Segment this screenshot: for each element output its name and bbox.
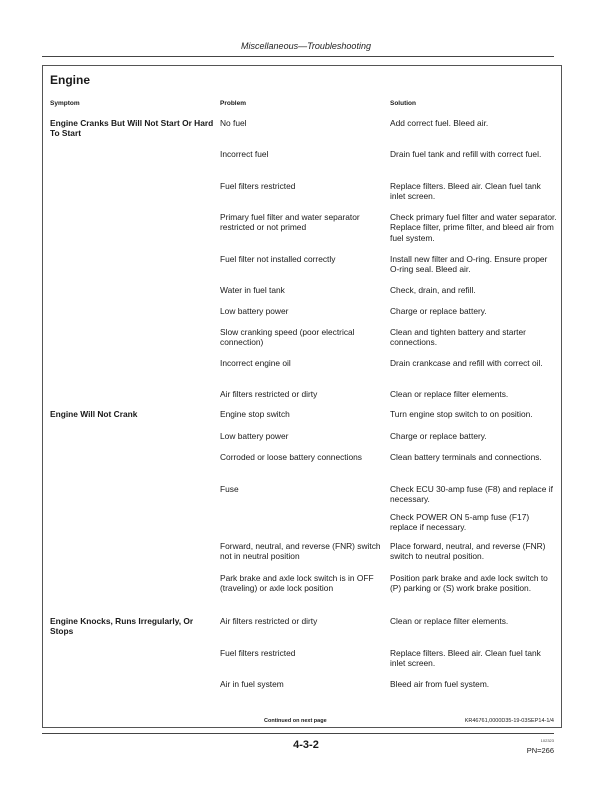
solution-cell	[390, 484, 558, 540]
part-number: PN=266	[526, 746, 554, 755]
footer-code: 102323	[540, 738, 554, 743]
troubleshooting-panel	[42, 65, 562, 728]
solution-text: Add correct fuel. Bleed air.	[390, 118, 489, 128]
solution-cell	[390, 409, 558, 426]
document-reference: KR46761,0000D35-19-03SEP14-1/4	[464, 718, 554, 724]
problem-cell: No fuel	[220, 118, 247, 128]
solution-cell	[390, 149, 558, 166]
problem-cell: Forward, neutral, and reverse (FNR) switch not in neutral position	[220, 541, 381, 562]
solution-text: Charge or replace battery.	[390, 431, 487, 441]
problem-cell: Air in fuel system	[220, 679, 284, 689]
problem-cell: Incorrect fuel	[220, 149, 269, 159]
problem-cell: Air filters restricted or dirty	[220, 389, 318, 399]
column-header-symptom: Symptom	[50, 100, 80, 107]
problem-cell: Primary fuel filter and water separator restricted or not primed	[220, 212, 360, 233]
solution-text: Check POWER ON 5-amp fuse (F17) replace if necessary.	[390, 511, 530, 533]
symptom-cell: Engine Will Not Crank	[50, 409, 138, 419]
page-number: 4-3-2	[293, 739, 319, 751]
problem-cell: Fuel filter not installed correctly	[220, 254, 336, 264]
solution-text: Clean and tighten battery and starter connections.	[390, 327, 526, 348]
solution-cell	[390, 648, 558, 676]
solution-text: Check primary fuel filter and water separator. Replace filter, prime filter, and bleed air from fuel system.	[390, 212, 557, 243]
solution-text: Drain crankcase and refill with correct oil.	[390, 358, 543, 368]
continued-note: Continued on next page	[264, 718, 327, 724]
solution-text: Place forward, neutral, and reverse (FNR) switch to neutral position.	[390, 541, 546, 562]
solution-text: Drain fuel tank and refill with correct fuel.	[390, 149, 542, 159]
solution-cell	[390, 452, 558, 469]
header-rule	[42, 56, 554, 57]
solution-text: Clean battery terminals and connections.	[390, 452, 542, 462]
solution-text: Position park brake and axle lock switch to (P) parking or (S) work brake position.	[390, 573, 548, 594]
solution-text: Check ECU 30-amp fuse (F8) and replace if necessary.	[390, 484, 553, 505]
solution-text: Clean or replace filter elements.	[390, 389, 509, 399]
problem-cell: Incorrect engine oil	[220, 358, 291, 368]
solution-cell	[390, 285, 558, 302]
solution-cell	[390, 181, 558, 209]
solution-text: Clean or replace filter elements.	[390, 616, 509, 626]
solution-text: Replace filters. Bleed air. Clean fuel tank inlet screen.	[390, 181, 541, 202]
solution-text: Turn engine stop switch to on position.	[390, 409, 533, 419]
solution-cell	[390, 254, 558, 282]
solution-text: Install new filter and O-ring. Ensure proper O-ring seal. Bleed air.	[390, 254, 548, 275]
symptom-cell: Engine Cranks But Will Not Start Or Hard To Start	[50, 118, 214, 139]
solution-cell	[390, 389, 558, 406]
symptom-cell: Engine Knocks, Runs Irregularly, Or Stops	[50, 616, 194, 637]
problem-cell: Park brake and axle lock switch is in OFF (traveling) or axle lock position	[220, 573, 374, 594]
solution-cell	[390, 431, 558, 448]
solution-text: Charge or replace battery.	[390, 306, 487, 316]
problem-cell: Low battery power	[220, 306, 289, 316]
solution-cell	[390, 212, 558, 250]
footer-rule	[42, 733, 554, 734]
problem-cell: Fuel filters restricted	[220, 181, 296, 191]
problem-cell: Fuse	[220, 484, 239, 494]
problem-cell: Corroded or loose battery connections	[220, 452, 362, 462]
problem-cell: Engine stop switch	[220, 409, 290, 419]
solution-cell	[390, 573, 558, 601]
solution-cell	[390, 306, 558, 323]
solution-text: Replace filters. Bleed air. Clean fuel tank inlet screen.	[390, 648, 541, 669]
solution-cell	[390, 541, 558, 569]
section-title: Engine	[50, 73, 91, 87]
solution-cell	[390, 327, 558, 355]
column-header-solution: Solution	[390, 100, 416, 107]
problem-cell: Water in fuel tank	[220, 285, 285, 295]
column-header-problem: Problem	[220, 100, 247, 107]
solution-cell	[390, 616, 558, 633]
solution-cell	[390, 118, 558, 135]
solution-text: Check, drain, and refill.	[390, 285, 476, 295]
running-header: Miscellaneous—Troubleshooting	[241, 41, 371, 51]
solution-text: Bleed air from fuel system.	[390, 679, 490, 689]
problem-cell: Fuel filters restricted	[220, 648, 296, 658]
problem-cell: Low battery power	[220, 431, 289, 441]
solution-cell	[390, 679, 558, 696]
solution-cell	[390, 358, 558, 375]
problem-cell: Slow cranking speed (poor electrical connection)	[220, 327, 355, 348]
problem-cell: Air filters restricted or dirty	[220, 616, 318, 626]
